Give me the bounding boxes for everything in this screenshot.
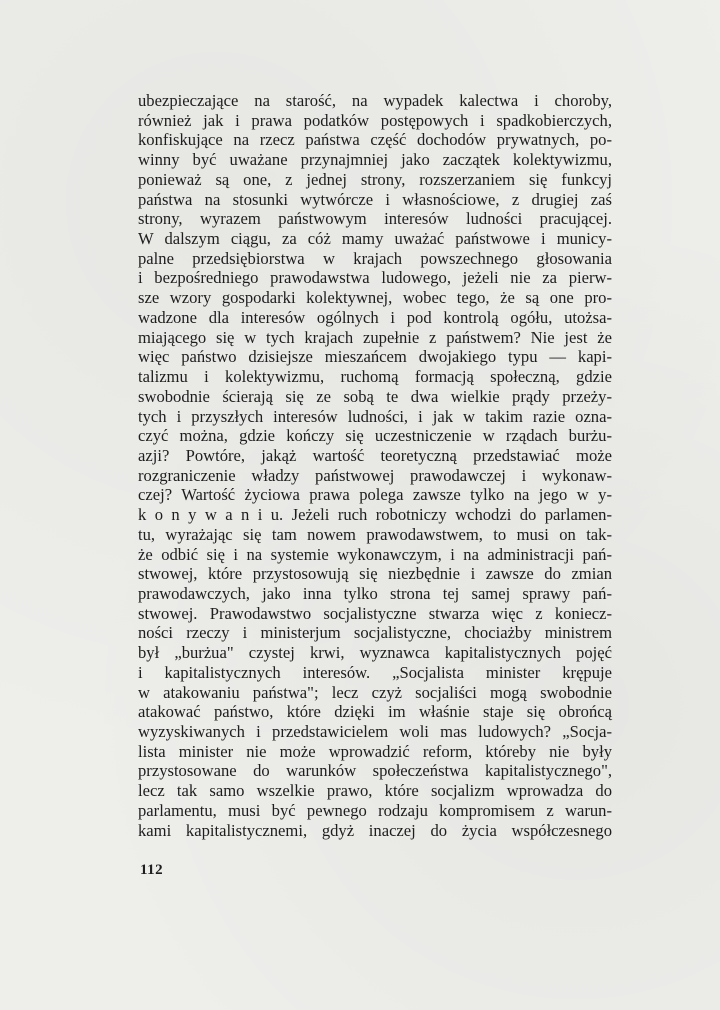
text-line: winny być uważane przynajmniej jako zaczątek kolektywizmu, [138,150,612,170]
text-line: państwa na stosunki wytwórcze i własnościowe, z drugiej zaś [138,189,612,209]
text-line: był „burżua" czystej krwi, wyznawca kapitalistycznych pojęć [138,643,612,663]
text-line: czyć można, gdzie kończy się uczestniczenie w rządach burżu- [138,426,612,446]
text-line: również jak i prawa podatków postępowych i spadkobierczych, [138,110,612,130]
text-line: kami kapitalistycznemi, gdyż inaczej do życia współczesnego [138,820,612,840]
text-line: czej? Wartość życiowa prawa polega zawsze tylko na jego w y- [138,485,612,505]
text-line: i bezpośredniego prawodawstwa ludowego, jeżeli nie za pierw- [138,268,612,288]
text-line: W dalszym ciągu, za cóż mamy uważać państwowe i municy- [138,229,612,249]
text-line: ności rzeczy i ministerjum socjalistyczne, chociażby ministrem [138,623,612,643]
text-line: miającego się w tych krajach zupełnie z państwem? Nie jest że [138,327,612,347]
text-line: stwowej. Prawodawstwo socjalistyczne stwarza więc z koniecz- [138,603,612,623]
text-line: wadzone dla interesów ogólnych i pod kontrolą ogółu, utożsa- [138,307,612,327]
text-line: stwowej, które przystosowują się niezbędnie i zawsze do zmian [138,564,612,584]
text-line: strony, wyrazem państwowym interesów ludności pracującej. [138,209,612,229]
text-line: azji? Powtóre, jakąż wartość teoretyczną przedstawiać może [138,445,612,465]
text-line: rozgraniczenie władzy państwowej prawodawczej i wykonaw- [138,465,612,485]
text-line: konfiskujące na rzecz państwa część dochodów prywatnych, po- [138,130,612,150]
text-line: parlamentu, musi być pewnego rodzaju kompromisem z warun- [138,800,612,820]
text-line: k o n y w a n i u. Jeżeli ruch robotniczy wchodzi do parlamen- [138,505,612,525]
text-line: sze wzory gospodarki kolektywnej, wobec tego, że są one pro- [138,288,612,308]
text-line: palne przedsiębiorstwa w krajach powszechnego głosowania [138,248,612,268]
text-line: tych i przyszłych interesów ludności, i jak w takim razie ozna- [138,406,612,426]
text-line: prawodawczych, jako inna tylko strona tej samej sprawy pań- [138,583,612,603]
text-line: lista minister nie może wprowadzić reform, któreby nie były [138,741,612,761]
text-line: swobodnie ścierają się ze sobą te dwa wielkie prądy przeży- [138,386,612,406]
text-line: ponieważ są one, z jednej strony, rozszerzaniem się funkcyj [138,169,612,189]
text-line: tu, wyrażając się tam nowem prawodawstwem, to musi on tak- [138,524,612,544]
text-line: lecz tak samo wszelkie prawo, które socjalizm wprowadza do [138,781,612,801]
text-line: w atakowaniu państwa"; lecz czyż socjaliści mogą swobodnie [138,682,612,702]
body-text [138,91,612,840]
text-line: więc państwo dzisiejsze mieszańcem dwojakiego typu — kapi- [138,347,612,367]
text-line: przystosowane do warunków społeczeństwa kapitalistycznego", [138,761,612,781]
text-line: talizmu i kolektywizmu, ruchomą formacją społeczną, gdzie [138,367,612,387]
text-line: ubezpieczające na starość, na wypadek kalectwa i choroby, [138,91,612,110]
text-line: wyzyskiwanych i przedstawicielem woli mas ludowych? „Socja- [138,722,612,741]
page-number: 112 [140,862,164,878]
text-line: i kapitalistycznych interesów. „Socjalista minister krępuje [138,662,612,682]
text-line: że odbić się i na systemie wykonawczym, i na administracji pań- [138,544,612,564]
text-line: atakować państwo, które dzięki im właśnie staje się obrońcą [138,702,612,722]
